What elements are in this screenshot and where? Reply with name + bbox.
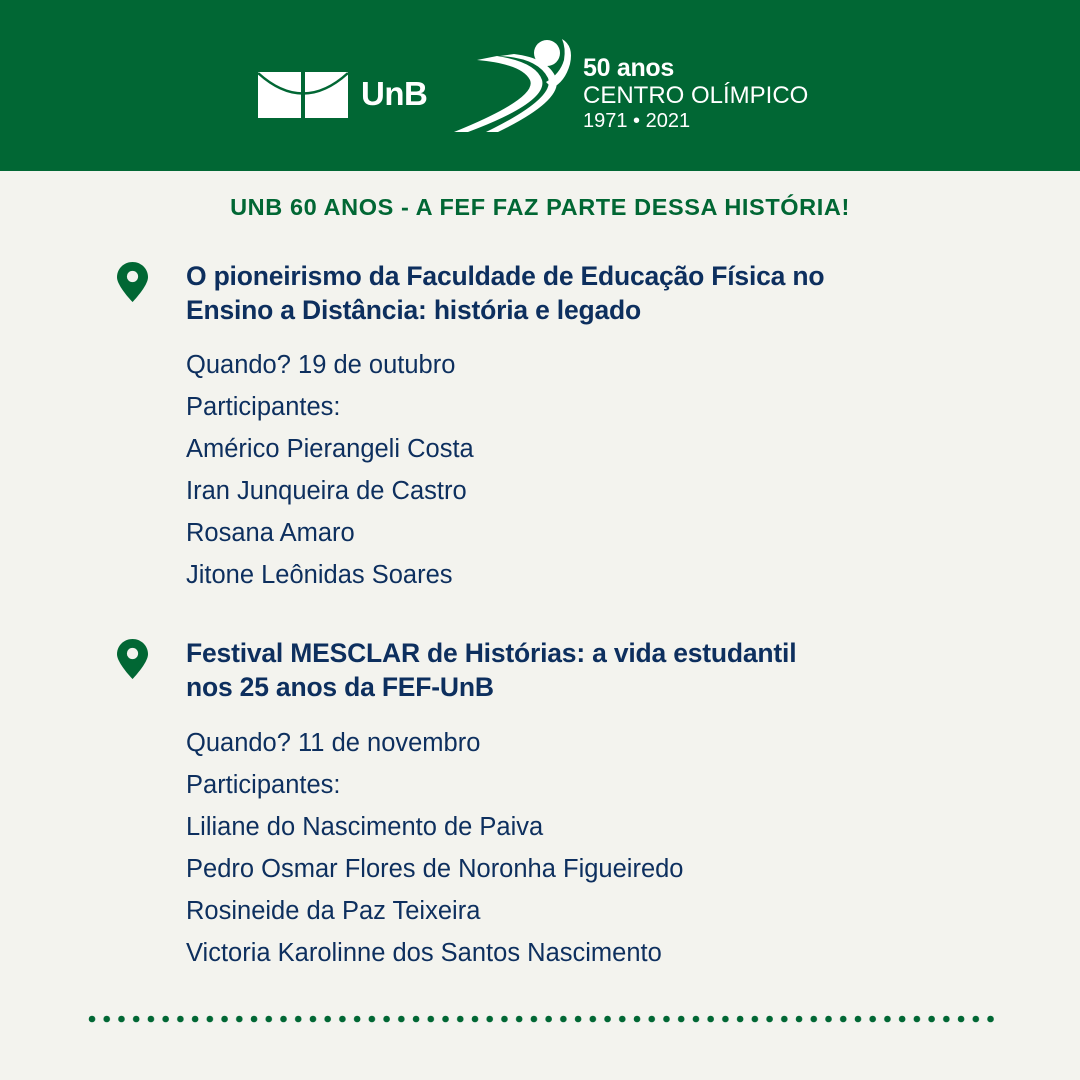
event-date: Quando? 19 de outubro xyxy=(186,351,456,379)
event-date: Quando? 11 de novembro xyxy=(186,729,481,757)
event-title-line: nos 25 anos da FEF-UnB xyxy=(186,672,494,702)
header-banner xyxy=(0,0,1080,171)
map-pin-icon xyxy=(117,639,148,679)
participant-name: Jitone Leônidas Soares xyxy=(186,561,453,589)
event-details xyxy=(186,722,986,974)
participants-label: Participantes: xyxy=(186,393,341,421)
years-label: 1971 • 2021 xyxy=(583,110,691,132)
event-title-line: O pioneirismo da Faculdade de Educação Física no xyxy=(186,261,825,291)
anniversary-label: 50 anos xyxy=(583,54,675,82)
unb-envelope-icon xyxy=(258,72,348,118)
participant-name: Pedro Osmar Flores de Noronha Figueiredo xyxy=(186,855,684,883)
event-title-line: Festival MESCLAR de Histórias: a vida estudantil xyxy=(186,638,797,668)
dotted-divider xyxy=(88,1014,1000,1024)
event-title-line: Ensino a Distância: história e legado xyxy=(186,295,641,325)
event-title xyxy=(186,259,946,327)
event-details xyxy=(186,344,986,596)
page-headline: UNB 60 ANOS - A FEF FAZ PARTE DESSA HISTÓRIA! xyxy=(230,194,850,220)
participant-name: Rosana Amaro xyxy=(186,519,355,547)
map-pin-icon xyxy=(117,262,148,302)
centro-olimpico-label: CENTRO OLÍMPICO xyxy=(583,82,809,109)
participant-name: Rosineide da Paz Teixeira xyxy=(186,897,481,925)
centro-olimpico-wordmark xyxy=(583,55,808,134)
event-title xyxy=(186,636,946,704)
participant-name: Américo Pierangeli Costa xyxy=(186,435,474,463)
participant-name: Iran Junqueira de Castro xyxy=(186,477,467,505)
participant-name: Liliane do Nascimento de Paiva xyxy=(186,813,544,841)
participant-name: Victoria Karolinne dos Santos Nascimento xyxy=(186,939,662,967)
participants-label: Participantes: xyxy=(186,771,341,799)
unb-wordmark: UnB xyxy=(361,75,428,112)
athlete-swoosh-icon xyxy=(452,36,576,132)
